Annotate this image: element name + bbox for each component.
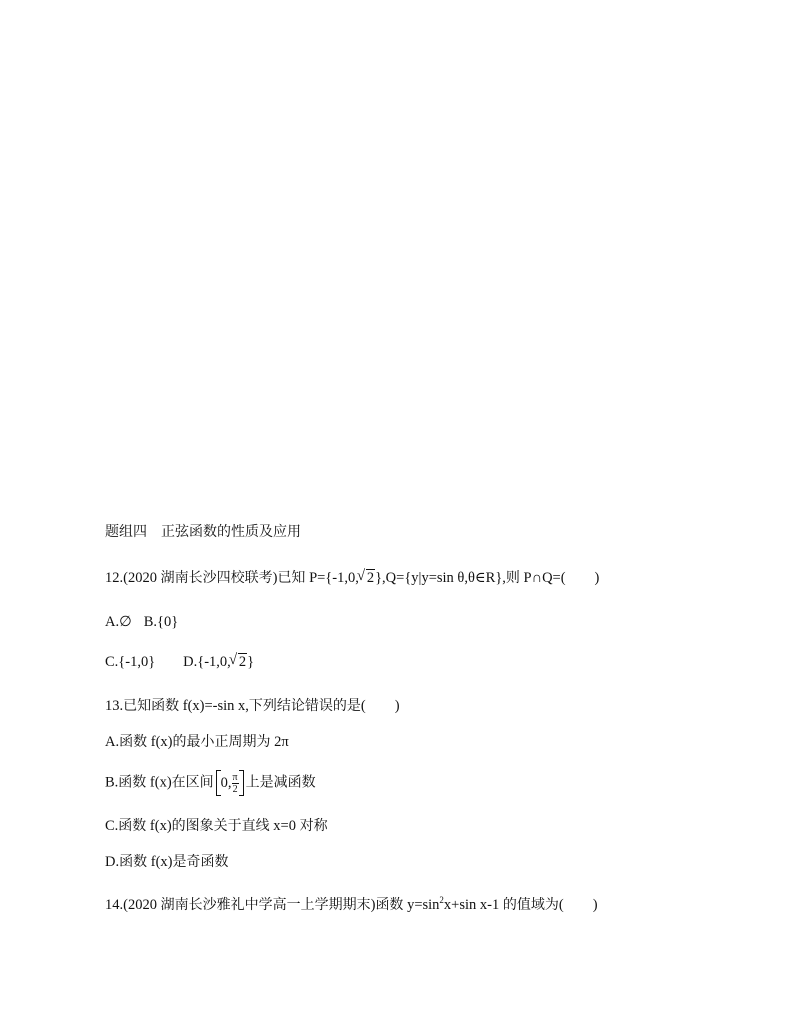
question-number: 14. xyxy=(105,896,124,913)
section-title: 题组四 正弦函数的性质及应用 xyxy=(105,524,301,540)
question-source: 湖南长沙四校联考 xyxy=(160,570,273,586)
option-d: D.{-1,0,√ 2} xyxy=(183,654,254,670)
question-13-stem: 13.已知函数 f(x)=-sin x,下列结论错误的是( ) xyxy=(105,698,400,714)
question-12-stem: 12.(2020 湖南长沙四校联考)已知 P={-1,0,√ 2},Q={y|y=sin θ,θ∈R},则 P∩Q=( ) xyxy=(105,568,599,588)
question-12-options-ab xyxy=(105,612,178,632)
sqrt-expression: √ 2 xyxy=(359,568,375,588)
question-13-option-c: C.函数 f(x)的图象关于直线 x=0 对称 xyxy=(105,818,328,834)
question-source: 湖南长沙雅礼中学高一上学期期末 xyxy=(160,896,371,913)
question-13-option-b: B.函数 f(x)在区间 0, $\frac{\pi}{2}$ 上是减函数 xyxy=(105,770,316,796)
sqrt-expression: √ 2 xyxy=(231,652,247,672)
question-number: 12. xyxy=(105,570,124,586)
question-13-option-a: A.函数 f(x)的最小正周期为 2π xyxy=(105,734,289,750)
closed-interval: 0, $\frac{\pi}{2}$ xyxy=(216,770,244,796)
question-12-options-cd xyxy=(105,652,254,672)
question-number: 13. xyxy=(105,698,124,714)
option-c: C.{-1,0} xyxy=(105,654,156,670)
question-13-option-d: D.函数 f(x)是奇函数 xyxy=(105,854,229,870)
option-a: A.∅ xyxy=(105,614,132,630)
fraction: $\frac{\pi}{2}$ xyxy=(232,772,238,796)
option-b: B.{0} xyxy=(143,614,179,630)
question-14-stem: 14.(2020 湖南长沙雅礼中学高一上学期期末)函数 $y=\sin^2x+\sin$ x-1 的值域为( ) xyxy=(105,895,598,913)
